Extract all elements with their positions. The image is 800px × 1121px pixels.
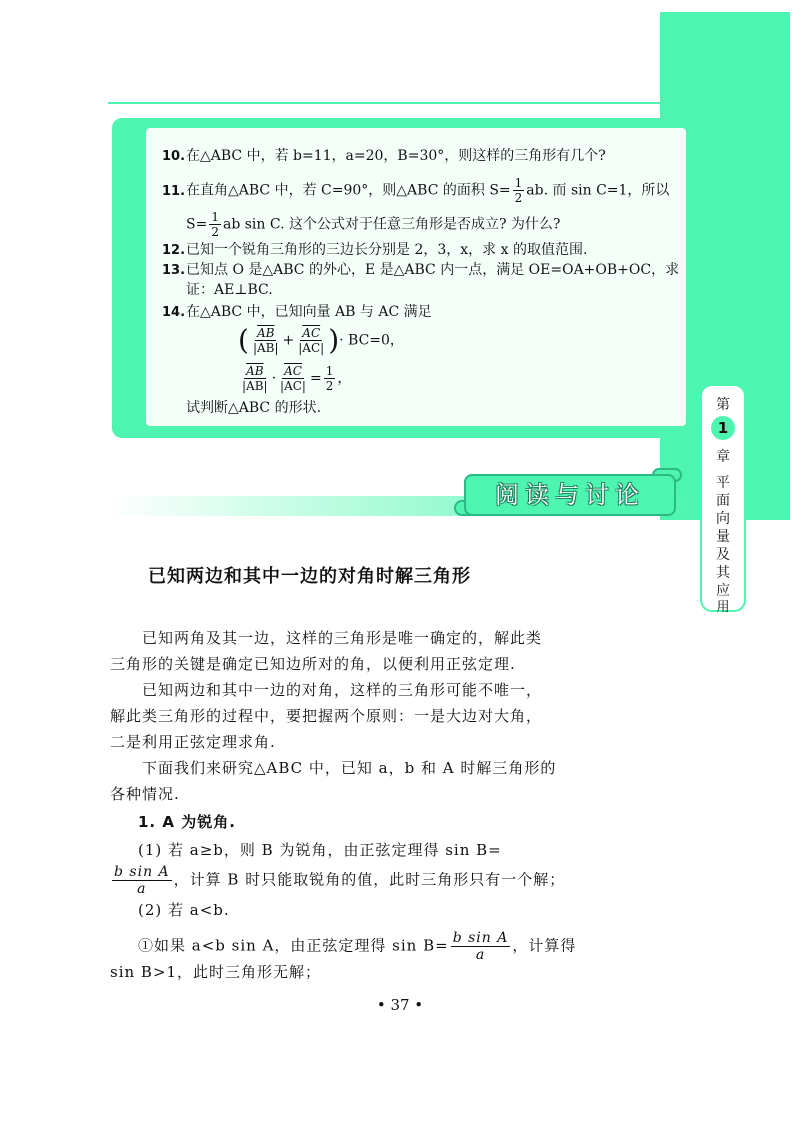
paragraph-line: (2) 若 a<b. (138, 901, 230, 919)
paragraph-line-with-fraction (110, 864, 565, 897)
exercise-13-line2 (186, 280, 273, 300)
chapter-title-char: 面 (716, 493, 730, 509)
equation-tail: · BC=0， (339, 332, 404, 349)
paragraph-text: ①如果 a<b sin A，由正弦定理得 sin B= (138, 936, 449, 955)
fraction-numerator: b sin A (114, 864, 170, 880)
fraction-numerator: $\overline{AB}$ (246, 364, 264, 378)
paragraph-line: 各种情况. (110, 785, 180, 803)
chapter-title-char: 其 (716, 565, 730, 581)
exercise-10 (162, 146, 606, 167)
fraction-numerator: b sin A (452, 930, 509, 946)
fraction (296, 326, 326, 355)
exercise-text: 在△ABC 中，已知向量 AB 与 AC 满足 (186, 304, 432, 320)
exercise-text: ab sin C. 这个公式对于任意三角形是否成立? 为什么? (222, 216, 561, 233)
fraction-numerator: 1 (514, 176, 523, 190)
fraction-denominator: |AB| (252, 341, 279, 355)
exercise-14-equation-1: ( $\frac{\overline{AB}}{|AB|}$ + $\frac{\overline{AC}}{|AC|}$ )· BC=0， (238, 323, 404, 357)
exercise-11 (162, 176, 669, 205)
chapter-title-char: 量 (716, 529, 730, 545)
exercise-14-question (186, 398, 321, 418)
paragraph-line: (1) 若 a≥b，则 B 为锐角，由正弦定理得 sin B= (138, 841, 502, 859)
exercise-13 (162, 260, 679, 281)
exercise-number: 11. (162, 183, 186, 199)
paragraph-line-with-fraction (138, 930, 576, 963)
fraction-denominator: 2 (325, 379, 334, 393)
exercise-text: 已知点 O 是△ABC 的外心，E 是△ABC 内一点，满足 OE=OA+OB+OC，求 (186, 262, 680, 278)
fraction (324, 364, 336, 393)
fraction (209, 210, 221, 239)
fraction-denominator: 2 (211, 225, 219, 239)
chapter-title-char: 用 (716, 600, 730, 615)
chapter-title-char: 平 (716, 475, 730, 491)
exercise-text: ab. 而 sin C=1，所以 (526, 182, 670, 199)
chapter-title-char: 应 (716, 583, 730, 599)
chapter-title-char: 及 (716, 547, 730, 563)
fraction-denominator: |AC| (298, 341, 325, 355)
equation-tail: ， (337, 370, 352, 387)
fraction (240, 364, 270, 393)
paragraph-text: ，计算 B 时只能取锐角的值，此时三角形只有一个解； (173, 870, 566, 889)
exercise-number: 12. (162, 243, 186, 258)
paragraph-line: 下面我们来研究△ABC 中，已知 a，b 和 A 时解三角形的 (142, 759, 557, 777)
fraction (251, 326, 281, 355)
paragraph-line: 三角形的关键是确定已知边所对的角，以便利用正弦定理. (110, 655, 516, 673)
chapter-label-zhang: 章 (716, 449, 730, 465)
fraction-numerator: $\overline{AB}$ (256, 326, 275, 340)
fraction-denominator: a (475, 947, 486, 963)
paragraph-line: sin B>1，此时三角形无解； (110, 963, 322, 981)
paragraph-line: 已知两边和其中一边的对角，这样的三角形可能不唯一， (142, 681, 543, 699)
right-paren: ) (328, 323, 340, 357)
fraction-numerator: $\overline{AC}$ (284, 364, 302, 378)
section-title: 已知两边和其中一边的对角时解三角形 (148, 566, 471, 587)
dot-operator: · (271, 370, 277, 387)
exercise-number: 13. (162, 263, 186, 278)
fraction (451, 930, 511, 963)
chapter-title-char: 向 (716, 511, 730, 527)
exercise-text: 在直角△ABC 中，若 C=90°，则△ABC 的面积 S= (186, 182, 511, 199)
chapter-number-badge: 1 (711, 416, 735, 440)
equals-sign: = (309, 370, 322, 387)
chapter-side-tab (700, 384, 746, 615)
exercise-number: 14. (162, 305, 186, 320)
fraction (513, 176, 525, 205)
fraction-numerator: 1 (211, 210, 219, 224)
page-number: • 37 • (376, 996, 424, 1014)
exercise-number: 10. (162, 149, 186, 164)
case-heading: 1. A 为锐角. (138, 813, 236, 831)
fraction-denominator: |AB| (242, 379, 268, 393)
fraction-denominator: |AC| (280, 379, 306, 393)
fraction-numerator: 1 (325, 364, 334, 378)
exercise-12 (162, 240, 587, 261)
banner-title: 阅读与讨论 (495, 481, 645, 509)
exercise-text: 已知一个锐角三角形的三边长分别是 2，3，x，求 x 的取值范围. (186, 242, 588, 258)
exercise-14 (162, 302, 432, 323)
fraction (112, 864, 172, 897)
paragraph-text: ，计算得 (512, 936, 577, 955)
fraction-numerator: $\overline{AC}$ (302, 326, 321, 340)
exercise-text: 试判断△ABC 的形状. (186, 400, 322, 416)
paragraph-line: 解此类三角形的过程中，要把握两个原则：一是大边对大角， (110, 707, 543, 725)
exercise-text: S= (186, 216, 208, 233)
exercise-text: 证：AE⊥BC. (186, 282, 273, 298)
fraction-denominator: a (137, 881, 147, 897)
exercise-11-line2 (186, 210, 560, 239)
exercise-text: 在△ABC 中，若 b=11，a=20，B=30°，则这样的三角形有几个? (186, 148, 606, 164)
header-rule (108, 102, 713, 104)
exercise-14-equation-2 (238, 364, 351, 393)
paragraph-line: 二是利用正弦定理求角. (110, 733, 276, 751)
fraction (278, 364, 308, 393)
paragraph-line: 已知两角及其一边，这样的三角形是唯一确定的，解此类 (142, 629, 543, 647)
chapter-label-di: 第 (716, 397, 730, 413)
left-paren: ( (238, 323, 249, 357)
fraction-denominator: 2 (514, 191, 523, 205)
